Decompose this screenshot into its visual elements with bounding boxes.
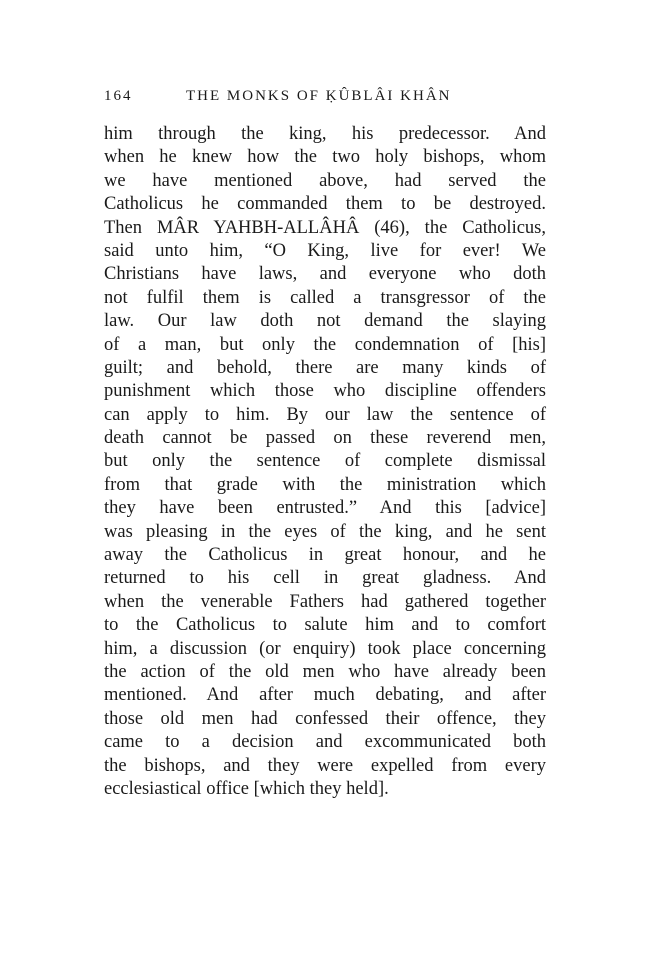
running-title: THE MONKS OF ḲÛBLÂI KHÂN bbox=[186, 88, 452, 104]
running-head bbox=[104, 88, 544, 112]
text-line: death cannot be passed on these reverend men, bbox=[104, 428, 546, 449]
text-line: punishment which those who discipline offenders bbox=[104, 381, 546, 402]
text-line: when the venerable Fathers had gathered together bbox=[104, 591, 546, 612]
text-line: can apply to him. By our law the sentence of bbox=[104, 404, 546, 425]
page-number: 164 bbox=[104, 88, 133, 104]
text-line: the bishops, and they were expelled from every bbox=[104, 755, 546, 776]
text-line: to the Catholicus to salute him and to comfort bbox=[104, 615, 546, 636]
text-line: law. Our law doth not demand the slaying bbox=[104, 311, 546, 332]
text-line: the action of the old men who have already been bbox=[104, 661, 546, 682]
text-line: mentioned. And after much debating, and after bbox=[104, 685, 546, 706]
text-line: Then MÂR YAHBH-ALLÂHÂ (46), the Catholicus, bbox=[104, 217, 546, 238]
text-line: those old men had confessed their offence, they bbox=[104, 708, 546, 729]
text-line: not fulfil them is called a transgressor of the bbox=[104, 287, 546, 308]
text-line: but only the sentence of complete dismissal bbox=[104, 451, 546, 472]
text-line: him through the king, his predecessor. And bbox=[104, 124, 546, 144]
text-line: away the Catholicus in great honour, and he bbox=[104, 545, 546, 566]
text-line: when he knew how the two holy bishops, whom bbox=[104, 147, 546, 168]
text-line: they have been entrusted.” And this [advice] bbox=[104, 498, 546, 519]
body-text bbox=[104, 123, 546, 801]
text-line: Christians have laws, and everyone who doth bbox=[104, 264, 546, 285]
text-line: Catholicus he commanded them to be destroyed. bbox=[104, 194, 546, 215]
text-line: from that grade with the ministration which bbox=[104, 474, 546, 495]
text-line: him, a discussion (or enquiry) took place concerning bbox=[104, 638, 546, 659]
text-line: of a man, but only the condemnation of [his] bbox=[104, 334, 546, 355]
text-line: we have mentioned above, had served the bbox=[104, 170, 546, 191]
text-line: was pleasing in the eyes of the king, and he sent bbox=[104, 521, 546, 542]
text-line: returned to his cell in great gladness. And bbox=[104, 568, 546, 589]
text-line: guilt; and behold, there are many kinds of bbox=[104, 357, 546, 378]
text-line: said unto him, “O King, live for ever! We bbox=[104, 240, 546, 261]
text-line: came to a decision and excommunicated both bbox=[104, 732, 546, 753]
text-line: ecclesiastical office [which they held]. bbox=[104, 778, 389, 799]
